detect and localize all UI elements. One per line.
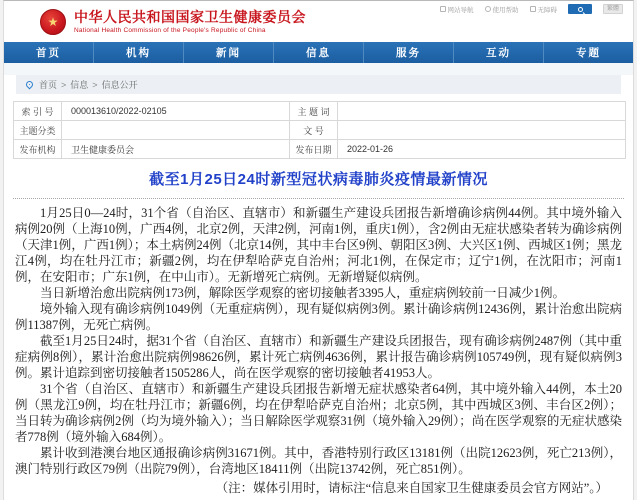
table-row [14, 102, 626, 121]
help-icon [485, 6, 491, 12]
nav-item-home[interactable]: 首页 [4, 42, 94, 63]
dotted-divider [13, 198, 624, 199]
nav-item-organization[interactable]: 机构 [94, 42, 184, 63]
accessibility-icon [530, 6, 536, 12]
article-paragraph: 境外输入现有确诊病例1049例（无重症病例），现有疑似病例3例。累计确诊病例12436例，累计治愈出院病例11387例，无死亡病例。 [15, 302, 622, 332]
nav-item-services[interactable]: 服务 [364, 42, 454, 63]
breadcrumb [16, 75, 621, 94]
main-nav [4, 42, 633, 63]
article-paragraph: 当日新增治愈出院病例173例，解除医学观察的密切接触者3395人，重症病例较前一日减少1例。 [40, 286, 566, 300]
article-title: 截至1月25日24时新型冠状病毒肺炎疫情最新情况 [149, 171, 488, 188]
utility-link-label: 无障碍 [537, 6, 557, 14]
meta-label-publish-date: 发布日期 [290, 140, 338, 159]
utility-bar [440, 4, 624, 14]
nav-item-interaction[interactable]: 互动 [454, 42, 544, 63]
meta-value-index-number: 000013610/2022-02105 [62, 102, 290, 121]
utility-link-help[interactable] [485, 5, 519, 14]
article-paragraph: 1月25日0—24时，31个省（自治区、直辖市）和新疆生产建设兵团报告新增确诊病例44例。其中境外输入病例20例（上海10例，广西4例，北京2例，天津2例，河南1例，重庆1例），含2例由无症状感染者转为确诊病例（天津1例，广西1例）；本土病例24例（北京14例，其中丰台区9例、朝阳区3例、大兴区1例、西城区1例；黑龙江4例，均在牡丹江市；新疆2例，均在伊犁哈萨克自治州；河北1例，在保定市；辽宁1例，在沈阳市；河南1例，在安阳市；广东1例，在中山市）。无新增死亡病例。无新增疑似病例。 [15, 206, 622, 284]
document-meta-table [13, 101, 626, 159]
language-toggle-button[interactable]: 繁體 [603, 4, 623, 14]
breadcrumb-info-disclosure[interactable]: 信息公开 [101, 80, 138, 90]
location-pin-icon [25, 80, 35, 90]
meta-value-subject-words [338, 102, 626, 121]
citation-note: （注：媒体引用时，请标注“信息来自国家卫生健康委员会官方网站”。） [215, 481, 608, 495]
meta-label-publisher: 发布机构 [14, 140, 62, 159]
article-body [4, 205, 633, 496]
meta-label-subject-category: 主题分类 [14, 121, 62, 140]
site-title-en: National Health Commission of the People's Republic of China [74, 27, 266, 34]
article-paragraph: 累计收到港澳台地区通报确诊病例31671例。其中，香港特别行政区13181例（出院12623例，死亡213例），澳门特别行政区79例（出院79例），台湾地区18411例（出院13742例，死亡851例）。 [15, 446, 622, 476]
search-icon [578, 7, 583, 12]
nav-item-news[interactable]: 新闻 [184, 42, 274, 63]
utility-link-accessibility[interactable] [530, 5, 558, 14]
search-button[interactable] [568, 4, 592, 14]
meta-label-subject-words: 主 题 词 [290, 102, 338, 121]
utility-link-label: 使用帮助 [492, 6, 519, 14]
article-paragraph: 截至1月25日24时，据31个省（自治区、直辖市）和新疆生产建设兵团报告，现有确诊病例2487例（其中重症病例8例），累计治愈出院病例98626例，累计死亡病例4636例，累计报告确诊病例105749例，现有疑似病例3例。累计追踪到密切接触者1505286人，尚在医学观察的密切接触者41953人。 [15, 334, 622, 380]
meta-label-document-number: 文 号 [290, 121, 338, 140]
sitemap-icon [440, 6, 446, 12]
article-paragraph: 31个省（自治区、直辖市）和新疆生产建设兵团报告新增无症状感染者64例，其中境外输入44例，本土20例（黑龙江9例，均在牡丹江市；新疆6例，均在伊犁哈萨克自治州；北京5例，其中西城区3例、丰台区2例）；当日转为确诊病例2例（均为境外输入）；当日解除医学观察31例（境外输入29例）；尚在医学观察的无症状感染者778例（境外输入684例）。 [15, 382, 622, 444]
table-row [14, 140, 626, 159]
meta-value-publisher: 卫生健康委员会 [62, 140, 290, 159]
nav-item-topics[interactable]: 专题 [576, 47, 601, 59]
utility-link-sitemap[interactable] [440, 5, 474, 14]
utility-link-label: 网站导航 [447, 6, 474, 14]
meta-value-subject-category [62, 121, 290, 140]
page [3, 0, 634, 500]
site-titles [74, 9, 306, 34]
nav-item-information[interactable]: 信息 [274, 42, 364, 63]
breadcrumb-information[interactable]: 信息 [70, 80, 89, 90]
table-row [14, 121, 626, 140]
meta-value-publish-date: 2022-01-26 [338, 140, 626, 159]
meta-value-document-number [338, 121, 626, 140]
nav-substrip [4, 63, 633, 75]
meta-label-index-number: 索 引 号 [14, 102, 62, 121]
site-title-cn: 中华人民共和国国家卫生健康委员会 [74, 9, 306, 25]
national-emblem-icon: ★ [40, 9, 66, 35]
breadcrumb-home[interactable]: 首页 [39, 80, 58, 90]
breadcrumb-separator: > [92, 79, 98, 90]
breadcrumb-separator: > [61, 79, 67, 90]
